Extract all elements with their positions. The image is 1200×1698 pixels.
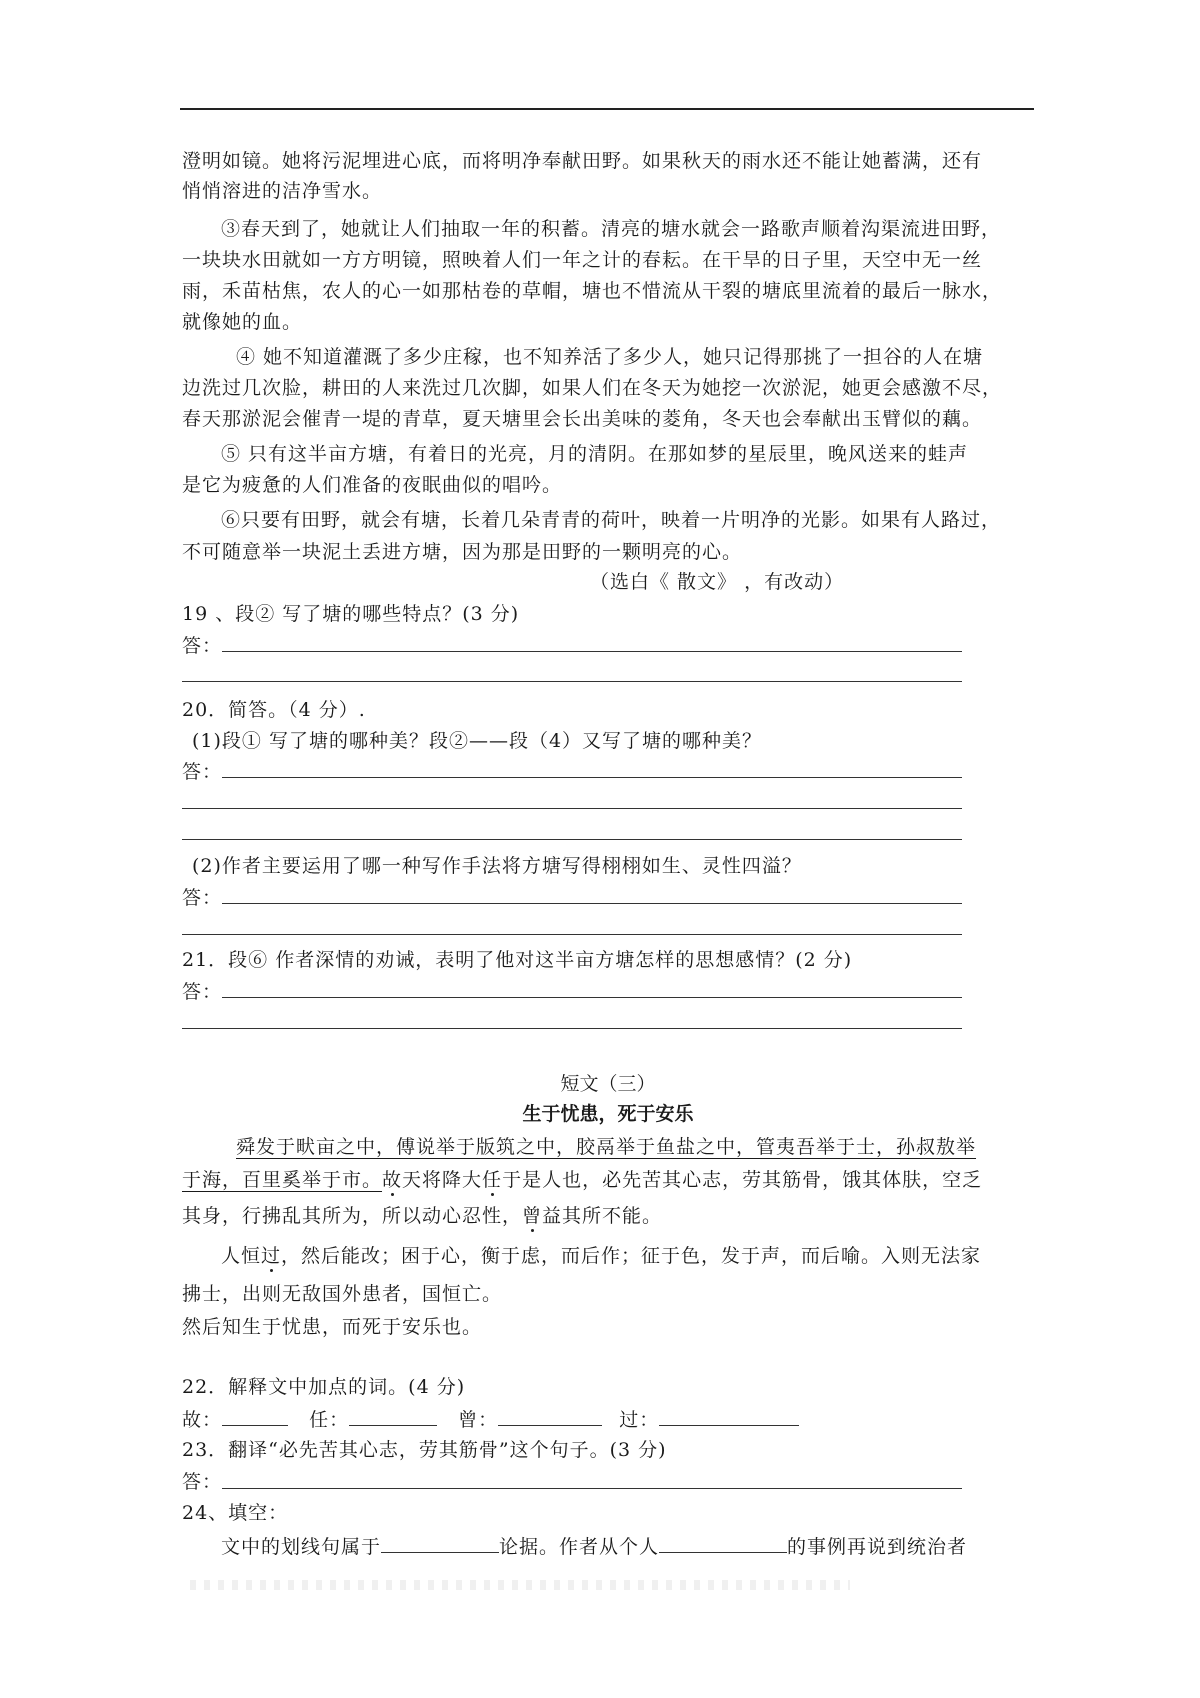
text-span: 于是人也，必先苦其心志，劳其筋骨，饿其体肤，空乏 [502,1169,983,1191]
classical-text-line [221,1242,981,1270]
paragraph-5-line: 是它为疲惫的人们准备的夜眠曲似的唱吟。 [182,474,563,496]
answer-label: 答： [182,981,223,1003]
paragraph-3-line: ③春天到了，她就让人们抽取一年的积蓄。清亮的塘水就会一路歌声顺着沟渠流进田野， [221,218,1002,240]
text-span: 的事例再说到统治者 [787,1536,968,1558]
answer-line[interactable] [222,903,962,904]
question-24: 24、填空： [182,1502,289,1524]
text-span: 天将降大 [402,1169,483,1191]
paragraph-4-line: 春天那淤泥会催青一堤的青草，夏天塘里会长出美味的菱角，冬天也会奉献出玉臂似的藕。 [182,408,983,430]
blank-label: 曾： [458,1409,499,1431]
paragraph-6-line: ⑥只要有田野，就会有塘，长着几朵青青的荷叶，映着一片明净的光影。如果有人路过， [221,509,1002,531]
answer-label: 答： [182,887,223,909]
answer-line[interactable] [222,1488,962,1489]
question-21: 21．段⑥ 作者深情的劝诫，表明了他对这半亩方塘怎样的思想感情？(2 分) [182,949,853,971]
answer-line[interactable] [182,808,962,809]
paragraph-4-line: ④ 她不知道灌溉了多少庄稼，也不知养活了多少人，她只记得那挑了一担谷的人在塘 [236,346,984,368]
classical-text-line [182,1166,982,1194]
dotted-word-guo: 过 [261,1245,282,1267]
classical-text-line: 然后知生于忧患，而死于安乐也。 [182,1316,483,1338]
question-23: 23．翻译“必先苦其心志，劳其筋骨”这个句子。(3 分) [182,1439,667,1461]
text-span: 论据。作者从个人 [499,1536,660,1558]
blank-guo[interactable] [659,1405,799,1426]
blank-ren[interactable] [349,1405,437,1426]
passage-line: 悄悄溶进的洁净雪水。 [182,180,383,202]
answer-line[interactable] [182,934,962,935]
question-22: 22．解释文中加点的词。(4 分) [182,1376,466,1398]
paragraph-6-line: 不可随意举一块泥土丢进方塘，因为那是田野的一颗明亮的心。 [182,541,743,563]
answer-label: 答： [182,635,223,657]
answer-line[interactable] [222,777,962,778]
underlined-sentence: 舜发于畎亩之中，傅说举于版筑之中，胶鬲举于鱼盐之中，管夷吾举于士，孙叔敖举 [236,1136,977,1158]
blank-gu[interactable] [222,1405,288,1426]
classical-text-line [236,1133,976,1161]
paragraph-5-line: ⑤ 只有这半亩方塘，有着日的光亮，月的清阴。在那如梦的星辰里，晚风送来的蛙声 [221,443,969,465]
dotted-word-gu: 故 [382,1169,403,1191]
answer-line[interactable] [222,997,962,998]
question-19: 19 、段② 写了塘的哪些特点？(3 分) [182,603,520,625]
blank-ceng[interactable] [498,1405,602,1426]
paragraph-3-line: 就像她的血。 [182,311,303,333]
blank-label: 过： [619,1409,660,1431]
dotted-word-ceng: 曾 [522,1205,543,1227]
dotted-word-ren: 任 [482,1169,503,1191]
section-heading: 短文（三） [560,1073,656,1095]
answer-line[interactable] [182,1028,962,1029]
question-20-1: (1)段① 写了塘的哪种美？段②——段（4）又写了塘的哪种美？ [192,730,763,752]
classical-text-line [182,1202,662,1230]
answer-label: 答： [182,761,223,783]
blank-label: 故： [182,1409,223,1431]
answer-line[interactable] [182,681,962,682]
answer-line[interactable] [222,651,962,652]
blank-argument-type[interactable] [381,1532,499,1553]
passage-line: 澄明如镜。她将污泥埋进心底，而将明净奉献田野。如果秋天的雨水还不能让她蓄满，还有 [182,150,983,172]
header-rule [180,108,1034,110]
question-20-2: (2)作者主要运用了哪一种写作手法将方塘写得栩栩如生、灵性四溢？ [192,855,802,877]
underlined-sentence: 于海，百里奚举于市。 [182,1169,383,1191]
blank-label: 任： [309,1409,350,1431]
source-note: （选白《 散文》 ，有改动） [590,571,845,593]
text-title: 生于忧患，死于安乐 [522,1103,694,1125]
answer-line[interactable] [182,839,962,840]
text-span: 文中的划线句属于 [221,1536,382,1558]
text-span: 益其所不能。 [542,1205,663,1227]
text-span: 人恒 [221,1245,262,1267]
question-22-blanks [182,1405,799,1434]
paragraph-3-line: 雨，禾苗枯焦，农人的心一如那枯卷的草帽，塘也不惜流从干裂的塘底里流着的最后一脉水， [182,280,1003,302]
paragraph-4-line: 边洗过几次脸，耕田的人来洗过几次脚，如果人们在冬天为她挖一次淤泥，她更会感激不尽， [182,377,1003,399]
faint-bleedthrough [190,1580,850,1590]
blank-example[interactable] [659,1532,787,1553]
text-span: ，然后能改；困于心，衡于虑，而后作；征于色，发于声，而后喻。入则无法家 [281,1245,982,1267]
question-24-line [221,1532,967,1561]
classical-text-line: 拂士，出则无敌国外患者，国恒亡。 [182,1283,503,1305]
question-20: 20．简答。（4 分）. [182,699,366,721]
answer-label: 答： [182,1471,223,1493]
paragraph-3-line: 一块块水田就如一方方明镜，照映着人们一年之计的春耘。在干旱的日子里，天空中无一丝 [182,249,983,271]
text-span: 其身，行拂乱其所为，所以动心忍性， [182,1205,523,1227]
